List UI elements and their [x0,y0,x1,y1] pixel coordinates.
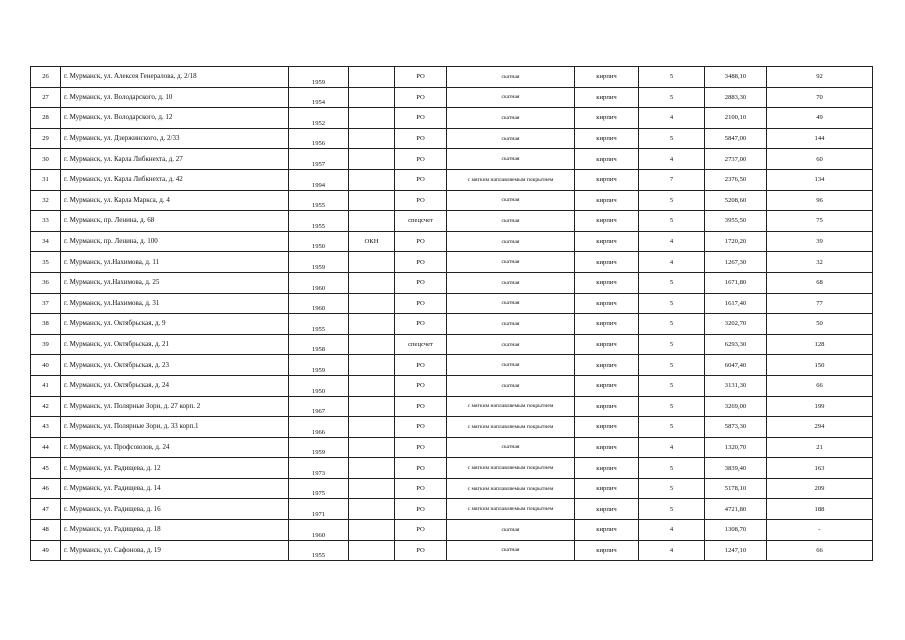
fund-type-cell: РО [395,272,447,293]
residents-cell: 32 [767,252,873,273]
floors-cell: 5 [639,458,705,479]
residents-cell: 70 [767,87,873,108]
area-cell: 2737,00 [705,149,767,170]
fund-type-cell: РО [395,458,447,479]
table-row [31,272,873,293]
year-value: 1959 [311,78,326,86]
address-cell: г. Мурманск, пр. Ленина, д. 68 [61,211,289,232]
address-cell: г. Мурманск, ул. Профсоюзов, д. 24 [61,437,289,458]
table-row [31,211,873,232]
roof-type-cell: с мягким наплавляемым покрытием [447,169,575,190]
year-value: 1994 [311,181,326,189]
residents-cell: 50 [767,314,873,335]
address-cell: г. Мурманск, ул. Карла Либкнехта, д. 27 [61,149,289,170]
residents-cell: 75 [767,211,873,232]
roof-type-cell: скатная [447,211,575,232]
row-number: 31 [31,169,61,190]
year-cell [289,87,349,108]
year-cell [289,293,349,314]
fund-type-cell: спецсчет [395,334,447,355]
residents-cell: 294 [767,417,873,438]
year-cell [289,272,349,293]
wall-material-cell: кирпич [575,375,639,396]
fund-type-cell: РО [395,478,447,499]
roof-type-cell: с мягким наплавляемым покрытием [447,478,575,499]
area-cell: 2883,30 [705,87,767,108]
year-value: 1960 [311,284,326,292]
wall-material-cell: кирпич [575,417,639,438]
address-cell: г. Мурманск, ул. Дзержинского, д. 2/33 [61,128,289,149]
year-cell [289,252,349,273]
residents-cell: 150 [767,355,873,376]
table-row [31,417,873,438]
status-code-cell [349,396,395,417]
year-value: 1975 [311,490,326,498]
fund-type-cell: РО [395,437,447,458]
roof-type-cell: скатная [447,108,575,129]
floors-cell: 5 [639,190,705,211]
status-code-cell [349,169,395,190]
row-number: 35 [31,252,61,273]
floors-cell: 5 [639,211,705,232]
residents-cell: 60 [767,149,873,170]
wall-material-cell: кирпич [575,520,639,541]
year-cell [289,478,349,499]
table-row [31,149,873,170]
roof-type-cell: скатная [447,355,575,376]
fund-type-cell: РО [395,190,447,211]
fund-type-cell: РО [395,67,447,88]
year-cell [289,355,349,376]
year-cell [289,231,349,252]
address-cell: г. Мурманск, ул. Полярные Зори, д. 27 корп. 2 [61,396,289,417]
floors-cell: 7 [639,169,705,190]
row-number: 47 [31,499,61,520]
residents-cell: 188 [767,499,873,520]
year-value: 1966 [311,428,326,436]
address-cell: г. Мурманск, ул. Полярные Зори, д. 33 корп.1 [61,417,289,438]
year-value: 1960 [311,531,326,539]
row-number: 42 [31,396,61,417]
roof-type-cell: скатная [447,252,575,273]
row-number: 27 [31,87,61,108]
year-value: 1960 [311,305,326,313]
table-row [31,87,873,108]
status-code-cell: ОКН [349,231,395,252]
year-cell [289,108,349,129]
status-code-cell [349,293,395,314]
floors-cell: 5 [639,314,705,335]
address-cell: г. Мурманск, ул. Октябрьская, д. 24 [61,375,289,396]
year-cell [289,540,349,561]
table-row [31,293,873,314]
status-code-cell [349,252,395,273]
year-cell [289,520,349,541]
residents-cell: 92 [767,67,873,88]
area-cell: 2376,50 [705,169,767,190]
floors-cell: 5 [639,87,705,108]
wall-material-cell: кирпич [575,437,639,458]
residents-cell: 163 [767,458,873,479]
area-cell: 6047,40 [705,355,767,376]
wall-material-cell: кирпич [575,67,639,88]
area-cell: 3202,70 [705,314,767,335]
area-cell: 5847,00 [705,128,767,149]
status-code-cell [349,540,395,561]
wall-material-cell: кирпич [575,272,639,293]
year-cell [289,458,349,479]
table-row [31,169,873,190]
wall-material-cell: кирпич [575,149,639,170]
year-cell [289,437,349,458]
floors-cell: 5 [639,375,705,396]
residents-cell: 49 [767,108,873,129]
address-cell: г. Мурманск, пр. Ленина, д. 100 [61,231,289,252]
area-cell: 3131,30 [705,375,767,396]
floors-cell: 4 [639,149,705,170]
year-cell [289,190,349,211]
area-cell: 6293,30 [705,334,767,355]
year-cell [289,396,349,417]
row-number: 49 [31,540,61,561]
address-cell: г. Мурманск, ул. Радищева, д. 18 [61,520,289,541]
year-value: 1955 [311,552,326,560]
residents-cell: 66 [767,375,873,396]
year-cell [289,499,349,520]
residents-cell: 68 [767,272,873,293]
residents-cell: 21 [767,437,873,458]
residents-cell: 199 [767,396,873,417]
roof-type-cell: скатная [447,314,575,335]
year-value: 1957 [311,160,326,168]
fund-type-cell: РО [395,149,447,170]
address-cell: г. Мурманск, ул. Алексея Генералова, д. 2/18 [61,67,289,88]
row-number: 37 [31,293,61,314]
floors-cell: 4 [639,540,705,561]
wall-material-cell: кирпич [575,128,639,149]
table-row [31,67,873,88]
table-row [31,499,873,520]
wall-material-cell: кирпич [575,231,639,252]
fund-type-cell: РО [395,314,447,335]
year-cell [289,67,349,88]
table-row [31,520,873,541]
floors-cell: 5 [639,396,705,417]
table-row [31,252,873,273]
year-cell [289,314,349,335]
address-cell: г. Мурманск, ул. Радищева, д. 12 [61,458,289,479]
row-number: 43 [31,417,61,438]
table-row [31,314,873,335]
area-cell: 3955,50 [705,211,767,232]
fund-type-cell: РО [395,417,447,438]
year-value: 1971 [311,511,326,519]
table-row [31,540,873,561]
floors-cell: 4 [639,252,705,273]
area-cell: 5873,30 [705,417,767,438]
table-row [31,375,873,396]
year-value: 1973 [311,469,326,477]
row-number: 28 [31,108,61,129]
roof-type-cell: скатная [447,272,575,293]
fund-type-cell: спецсчет [395,211,447,232]
table-row [31,128,873,149]
residents-cell: 66 [767,540,873,561]
table-row [31,108,873,129]
wall-material-cell: кирпич [575,334,639,355]
floors-cell: 5 [639,128,705,149]
roof-type-cell: с мягким наплавляемым покрытием [447,396,575,417]
row-number: 29 [31,128,61,149]
floors-cell: 4 [639,108,705,129]
status-code-cell [349,334,395,355]
row-number: 44 [31,437,61,458]
year-cell [289,169,349,190]
address-cell: г. Мурманск, ул. Карла Либкнехта, д. 42 [61,169,289,190]
wall-material-cell: кирпич [575,293,639,314]
status-code-cell [349,314,395,335]
floors-cell: 5 [639,417,705,438]
year-value: 1950 [311,387,326,395]
row-number: 32 [31,190,61,211]
residents-cell: 209 [767,478,873,499]
floors-cell: 5 [639,293,705,314]
year-cell [289,375,349,396]
area-cell: 3488,10 [705,67,767,88]
wall-material-cell: кирпич [575,108,639,129]
table-row [31,437,873,458]
address-cell: г. Мурманск, ул.Нахимова, д. 31 [61,293,289,314]
status-code-cell [349,128,395,149]
row-number: 38 [31,314,61,335]
wall-material-cell: кирпич [575,396,639,417]
floors-cell: 5 [639,478,705,499]
floors-cell: 4 [639,520,705,541]
fund-type-cell: РО [395,540,447,561]
fund-type-cell: РО [395,169,447,190]
residents-cell: 77 [767,293,873,314]
table-row [31,231,873,252]
status-code-cell [349,375,395,396]
wall-material-cell: кирпич [575,355,639,376]
residents-cell: 39 [767,231,873,252]
floors-cell: 5 [639,67,705,88]
wall-material-cell: кирпич [575,211,639,232]
residents-cell: - [767,520,873,541]
status-code-cell [349,478,395,499]
residents-cell: 128 [767,334,873,355]
area-cell: 5178,10 [705,478,767,499]
fund-type-cell: РО [395,520,447,541]
status-code-cell [349,355,395,376]
wall-material-cell: кирпич [575,478,639,499]
status-code-cell [349,520,395,541]
table-row [31,334,873,355]
residents-cell: 134 [767,169,873,190]
year-value: 1967 [311,408,326,416]
address-cell: г. Мурманск, ул. Октябрьская, д. 21 [61,334,289,355]
area-cell: 1617,40 [705,293,767,314]
table-row [31,190,873,211]
fund-type-cell: РО [395,499,447,520]
year-value: 1956 [311,140,326,148]
row-number: 30 [31,149,61,170]
floors-cell: 5 [639,499,705,520]
floors-cell: 5 [639,355,705,376]
year-value: 1959 [311,449,326,457]
status-code-cell [349,499,395,520]
row-number: 41 [31,375,61,396]
fund-type-cell: РО [395,252,447,273]
housing-registry-table [30,66,873,561]
wall-material-cell: кирпич [575,499,639,520]
row-number: 36 [31,272,61,293]
area-cell: 1267,30 [705,252,767,273]
year-value: 1955 [311,202,326,210]
year-cell [289,334,349,355]
year-value: 1955 [311,325,326,333]
row-number: 39 [31,334,61,355]
roof-type-cell: скатная [447,128,575,149]
row-number: 34 [31,231,61,252]
roof-type-cell: скатная [447,540,575,561]
roof-type-cell: скатная [447,375,575,396]
address-cell: г. Мурманск, ул.Нахимова, д. 11 [61,252,289,273]
fund-type-cell: РО [395,375,447,396]
status-code-cell [349,437,395,458]
row-number: 46 [31,478,61,499]
status-code-cell [349,67,395,88]
row-number: 45 [31,458,61,479]
year-value: 1955 [311,222,326,230]
floors-cell: 4 [639,231,705,252]
fund-type-cell: РО [395,293,447,314]
wall-material-cell: кирпич [575,252,639,273]
address-cell: г. Мурманск, ул. Радищева, д. 14 [61,478,289,499]
roof-type-cell: скатная [447,67,575,88]
address-cell: г. Мурманск, ул. Сафонова, д. 19 [61,540,289,561]
area-cell: 3269,00 [705,396,767,417]
area-cell: 5208,60 [705,190,767,211]
status-code-cell [349,211,395,232]
address-cell: г. Мурманск, ул. Октябрьская, д. 9 [61,314,289,335]
fund-type-cell: РО [395,355,447,376]
roof-type-cell: скатная [447,190,575,211]
year-value: 1950 [311,243,326,251]
table-row [31,478,873,499]
floors-cell: 5 [639,334,705,355]
roof-type-cell: скатная [447,231,575,252]
year-cell [289,211,349,232]
roof-type-cell: скатная [447,334,575,355]
roof-type-cell: скатная [447,87,575,108]
fund-type-cell: РО [395,128,447,149]
roof-type-cell: скатная [447,520,575,541]
status-code-cell [349,458,395,479]
fund-type-cell: РО [395,396,447,417]
roof-type-cell: с мягким наплавляемым покрытием [447,458,575,479]
residents-cell: 96 [767,190,873,211]
table-row [31,355,873,376]
area-cell: 1308,70 [705,520,767,541]
area-cell: 4721,80 [705,499,767,520]
year-value: 1959 [311,263,326,271]
area-cell: 2100,10 [705,108,767,129]
wall-material-cell: кирпич [575,458,639,479]
floors-cell: 5 [639,272,705,293]
status-code-cell [349,149,395,170]
address-cell: г. Мурманск, ул. Володарского, д. 10 [61,87,289,108]
address-cell: г. Мурманск, ул. Володарского, д. 12 [61,108,289,129]
area-cell: 1247,10 [705,540,767,561]
area-cell: 1671,80 [705,272,767,293]
year-value: 1954 [311,99,326,107]
table-row [31,396,873,417]
wall-material-cell: кирпич [575,314,639,335]
address-cell: г. Мурманск, ул.Нахимова, д. 25 [61,272,289,293]
year-cell [289,128,349,149]
row-number: 48 [31,520,61,541]
roof-type-cell: с мягким наплавляемым покрытием [447,417,575,438]
fund-type-cell: РО [395,231,447,252]
roof-type-cell: с мягким наплавляемым покрытием [447,499,575,520]
status-code-cell [349,190,395,211]
row-number: 40 [31,355,61,376]
year-value: 1952 [311,119,326,127]
area-cell: 1720,20 [705,231,767,252]
roof-type-cell: скатная [447,149,575,170]
address-cell: г. Мурманск, ул. Радищева, д. 16 [61,499,289,520]
address-cell: г. Мурманск, ул. Карла Маркса, д. 4 [61,190,289,211]
year-value: 1959 [311,366,326,374]
status-code-cell [349,108,395,129]
area-cell: 1320,70 [705,437,767,458]
area-cell: 3839,40 [705,458,767,479]
row-number: 33 [31,211,61,232]
table-row [31,458,873,479]
address-cell: г. Мурманск, ул. Октябрьская, д. 23 [61,355,289,376]
roof-type-cell: скатная [447,293,575,314]
wall-material-cell: кирпич [575,87,639,108]
status-code-cell [349,272,395,293]
fund-type-cell: РО [395,108,447,129]
status-code-cell [349,87,395,108]
year-value: 1958 [311,346,326,354]
year-cell [289,149,349,170]
wall-material-cell: кирпич [575,540,639,561]
residents-cell: 144 [767,128,873,149]
floors-cell: 4 [639,437,705,458]
year-cell [289,417,349,438]
status-code-cell [349,417,395,438]
row-number: 26 [31,67,61,88]
fund-type-cell: РО [395,87,447,108]
roof-type-cell: скатная [447,437,575,458]
wall-material-cell: кирпич [575,190,639,211]
wall-material-cell: кирпич [575,169,639,190]
